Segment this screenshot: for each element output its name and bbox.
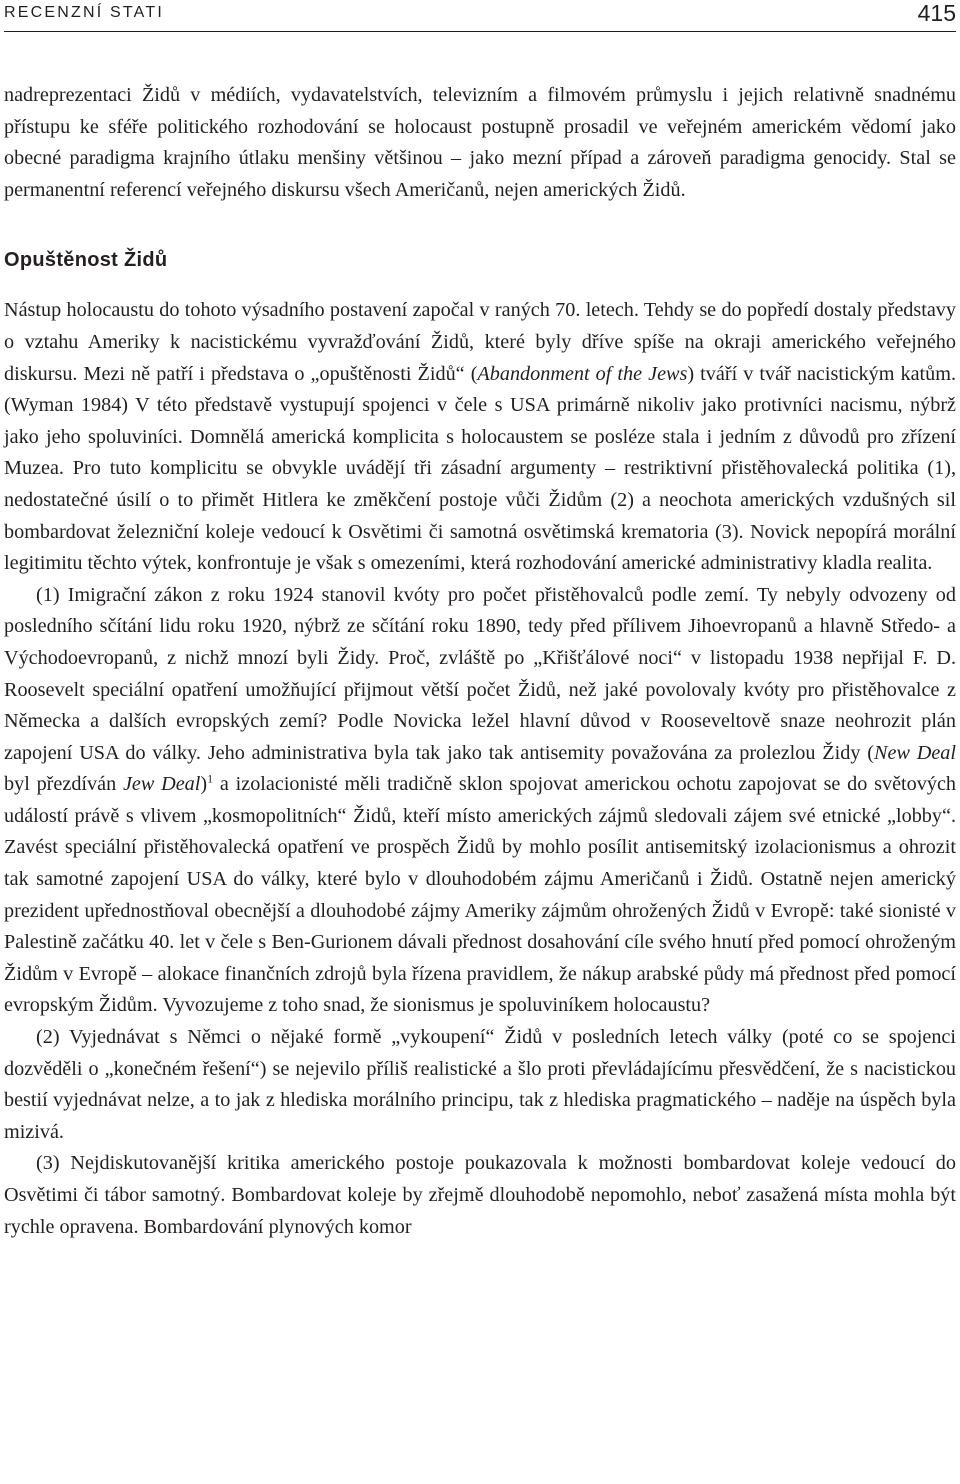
- text-run: a izolacionisté měli tradičně sklon spojovat americkou ochotu zapojovat se do světových událostí právě s vlivem „kosmopolitních“ Židů, kteří místo amerických zájmů sledovali zájem své etnické „lobby“. Zavést speciální přistěhovalecká opatření ve prospěch Židů by mohlo posílit antisemitský izolacionismus a ohrozit tak samotné zapojení USA do války, které bylo v dlouhodobém zájmu Američanů i Židů. Ostatně nejen americký prezident upřednostňoval obecnější a dlouhodobé zájmy Ameriky zájmům ohrožených Židů v Evropě: také sionisté v Palestině začátku 40. let v čele s Ben-Gurionem dávali přednost dosahování cíle svého hnutí před pomocí ohroženým Židům v Evropě – alokace finančních zdrojů byla řízena pravidlem, že nákup arabské půdy má přednost před pomocí evropským Židům. Vyvozujeme z toho snad, že sionismus je spoluviníkem holocaustu?: [4, 773, 956, 1017]
- paragraph-point-1: [4, 580, 956, 1022]
- section-label: RECENZNÍ STATI: [4, 4, 164, 21]
- section-heading: Opuštěnost Židů: [4, 249, 168, 272]
- text-run: byl přezdíván: [4, 773, 123, 796]
- running-header: [4, 0, 956, 32]
- page-number: 415: [917, 0, 956, 26]
- paragraph-point-2: (2) Vyjednávat s Němci o nějaké formě „vykoupení“ Židů v posledních letech války (poté co se spojenci dozvěděli o „konečném řešení“) se nejevilo příliš realistické a šlo proti převládajícímu přesvědčení, že s nacistickou bestií vyjednávat nelze, a to jak z hlediska morálního principu, tak z hlediska pragmatického – naděje na úspěch byla mizivá.: [4, 1026, 956, 1143]
- paragraph-abandonment: [4, 295, 956, 579]
- italic-term: Jew Deal: [122, 773, 201, 796]
- footnote-marker: 1: [207, 771, 214, 786]
- italic-title: Abandonment of the Jews: [477, 362, 688, 385]
- header-rule: [4, 31, 956, 32]
- italic-term: New Deal: [874, 741, 956, 764]
- text-run: (1) Imigrační zákon z roku 1924 stanovil kvóty pro počet přistěhovalců podle zemí. Ty nebyly odvozeny od posledního sčítání lidu roku 1920, nýbrž ze sčítání roku 1890, tedy před přílivem Jihoevropanů a hlavně Středo- a Východoevropanů, z nichž mnozí byli Židy. Proč, zvláště po „Křišťálové noci“ v listopadu 1938 nepřijal F. D. Roosevelt speciální opatření umožňující přijmout větší počet Židů, než jaké povolovaly kvóty pro přistěhovalce z Německa a dalších evropských zemí? Podle Novicka ležel hlavní důvod v Rooseveltově snaze neohrozit plán zapojení USA do války. Jeho administrativa byla tak jako tak antisemity považována za prolezlou Židy (: [4, 583, 956, 764]
- paragraph-point-3: (3) Nejdiskutovanější kritika amerického postoje poukazovala k možnosti bombardovat koleje vedoucí do Osvětimi či tábor samotný. Bombardovat koleje by zřejmě dlouhodobě nepomohlo, neboť zasažená místa mohla být rychle opravena. Bombardování plynových komor: [4, 1152, 956, 1238]
- article-body: [4, 80, 956, 1243]
- text-run: Nástup holocaustu do tohoto výsadního postavení započal v raných 70. letech. Tehdy se do popředí dostaly představy o vztahu Ameriky k nacistickému vyvražďování Židů, které byly dříve spíše na okraji amerického veřejného diskursu. Mezi ně patří i představa o „opuštěnosti Židů“ (: [4, 299, 956, 385]
- text-run: ): [200, 773, 208, 796]
- text-run: ) tváří v tvář nacistickým katům. (Wyman 1984) V této představě vystupují spojenci v čele s USA primárně nikoliv jako protivníci nacismu, nýbrž jako jeho spoluviníci. Domnělá americká komplicita s holocaustem se posléze stala i jedním z důvodů pro zřízení Muzea. Pro tuto komplicitu se obvykle uvádějí tři zásadní argumenty – restriktivní přistěhovalecká politika (1), nedostatečné úsilí o to přimět Hitlera ke změkčení postoje vůči Židům (2) a neochota amerických vzdušných sil bombardovat železniční koleje vedoucí k Osvětimi či samotná osvětimská krematoria (3). Novick nepopírá morální legitimitu těchto výtek, konfrontuje je však s omezeními, která rozhodování americké administrativy kladla realita.: [4, 362, 956, 575]
- paragraph-intro: nadreprezentaci Židů v médiích, vydavatelstvích, televizním a filmovém průmyslu i jejich relativně snadnému přístupu ke sféře politického rozhodování se holocaust postupně prosadil ve veřejném americkém vědomí jako obecné paradigma krajního útlaku menšiny většinou – jako mezní případ a zároveň paradigma genocidy. Stal se permanentní referencí veřejného diskursu všech Američanů, nejen amerických Židů.: [4, 84, 956, 201]
